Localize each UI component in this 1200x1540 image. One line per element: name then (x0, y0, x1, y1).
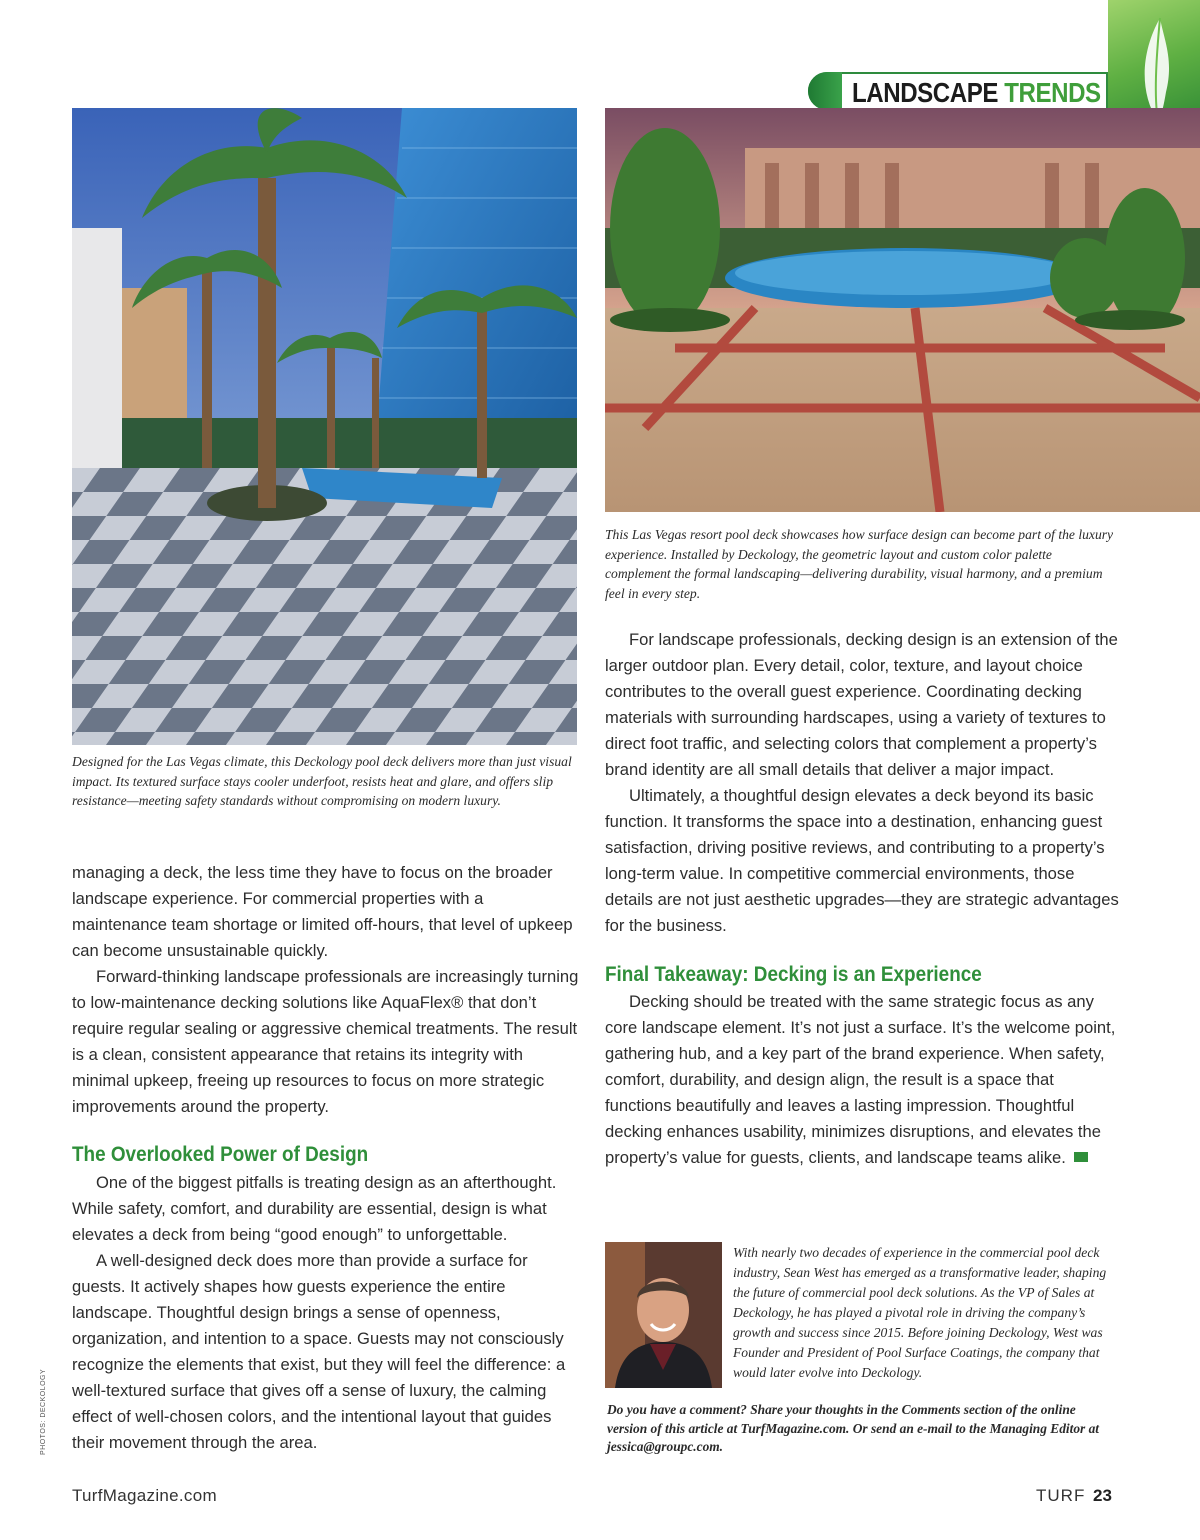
section-heading: The Overlooked Power of Design (72, 1143, 369, 1166)
paragraph: One of the biggest pitfalls is treating design as an afterthought. While safety, comfort, and durability are essential, design is what elevates a deck from being “good enough” to unforgettable. (72, 1173, 557, 1244)
paragraph: For landscape professionals, decking design is an extension of the larger outdoor plan. Every detail, color, texture, and layout choice contributes to the overall guest experience. Coordinating decking materials with surrounding hardscapes, using a variety of textures to direct foot traffic, and selecting colors that complement a property’s brand identity are all small details that deliver a major impact. (605, 630, 1118, 779)
footer-site-link[interactable]: TurfMagazine.com (72, 1486, 217, 1505)
photo-caption-right: This Las Vegas resort pool deck showcases how surface design can become part of the luxury experience. Installed by Deckology, the geometric layout and custom color palette complement the formal landscaping—delivering durability, visual harmony, and a premium feel in every step. (605, 527, 1114, 601)
paragraph: Ultimately, a thoughtful design elevates a deck beyond its basic function. It transforms the space into a destination, enhancing guest satisfaction, driving positive reviews, and contributing to a property’s long-term value. In competitive commercial environments, those details are not just aesthetic upgrades—they are strategic advantages for the business. (605, 786, 1119, 935)
photo-credit: PHOTOS: DECKOLOGY (40, 1368, 47, 1455)
left-heading-block (72, 1140, 577, 1170)
section-heading: Final Takeaway: Decking is an Experience (605, 963, 982, 986)
paragraph: A well-designed deck does more than provide a surface for guests. It actively shapes how guests experience the entire landscape. Thoughtful design brings a sense of openness, organization, and intention to a space. Guests may not consciously recognize the elements that exist, but they will feel the difference: a well-textured surface that gives off a sense of luxury, the calming effect of well-chosen colors, and the intentional layout that guides their movement through the area. (72, 1251, 566, 1452)
author-bio: With nearly two decades of experience in the commercial pool deck industry, Sean West has emerged as a transformative leader, shaping the future of commercial pool deck solutions. As the VP of Sales at Deckology, he has played a pivotal role in driving the company’s growth and success since 2015. Before joining Deckology, West was Founder and President of Pool Surface Coatings, the company that would later evolve into Deckology. (733, 1245, 1107, 1380)
photo-pool-deck-checkered (72, 108, 577, 745)
photo-resort-pool-grid (605, 108, 1200, 512)
comment-note: Do you have a comment? Share your thoughts in the Comments section of the online version of this article at TurfMagazine.com. Or send an e-mail to the Managing Editor at jessica@groupc.com. (607, 1402, 1100, 1454)
paragraph: Decking should be treated with the same strategic focus as any core landscape element. It’s not just a surface. It’s the welcome point, gathering hub, and a key part of the brand experience. When safety, comfort, durability, and design align, the result is a space that functions beautifully and leaves a lasting impression. Thoughtful decking enhances usability, minimizes disruptions, and elevates the property’s value for guests, clients, and landscape teams alike. (605, 992, 1116, 1167)
right-heading-block (605, 960, 1120, 990)
paragraph: Forward-thinking landscape professionals are increasingly turning to low-maintenance decking solutions like AquaFlex® that don’t require regular sealing or aggressive chemical treatments. The result is a clean, consistent appearance that retains its integrity with minimal upkeep, freeing up resources to focus on more strategic improvements around the property. (72, 967, 579, 1116)
section-tab-cap (808, 72, 842, 110)
author-photo (605, 1242, 722, 1388)
photo-caption-left: Designed for the Las Vegas climate, this Deckology pool deck delivers more than just visual impact. Its textured surface stays cooler underfoot, resists heat and glare, and offers slip resistance—meeting safety standards without compromising on modern luxury. (72, 754, 572, 808)
end-mark-icon (1074, 1152, 1088, 1162)
page-number: 23 (1093, 1486, 1112, 1505)
left-column-top (72, 860, 582, 1120)
footer-publication: TURF (1036, 1486, 1086, 1505)
section-title: LANDSCAPE TRENDS (852, 77, 1101, 108)
left-column-bottom (72, 1170, 582, 1456)
paragraph: managing a deck, the less time they have to focus on the broader landscape experience. For commercial properties with a maintenance team shortage or limited off-hours, that level of upkeep can become unsustainable quickly. (72, 863, 573, 960)
right-column-bottom (605, 989, 1120, 1171)
right-column-top (605, 627, 1120, 939)
section-tab (808, 72, 1108, 110)
